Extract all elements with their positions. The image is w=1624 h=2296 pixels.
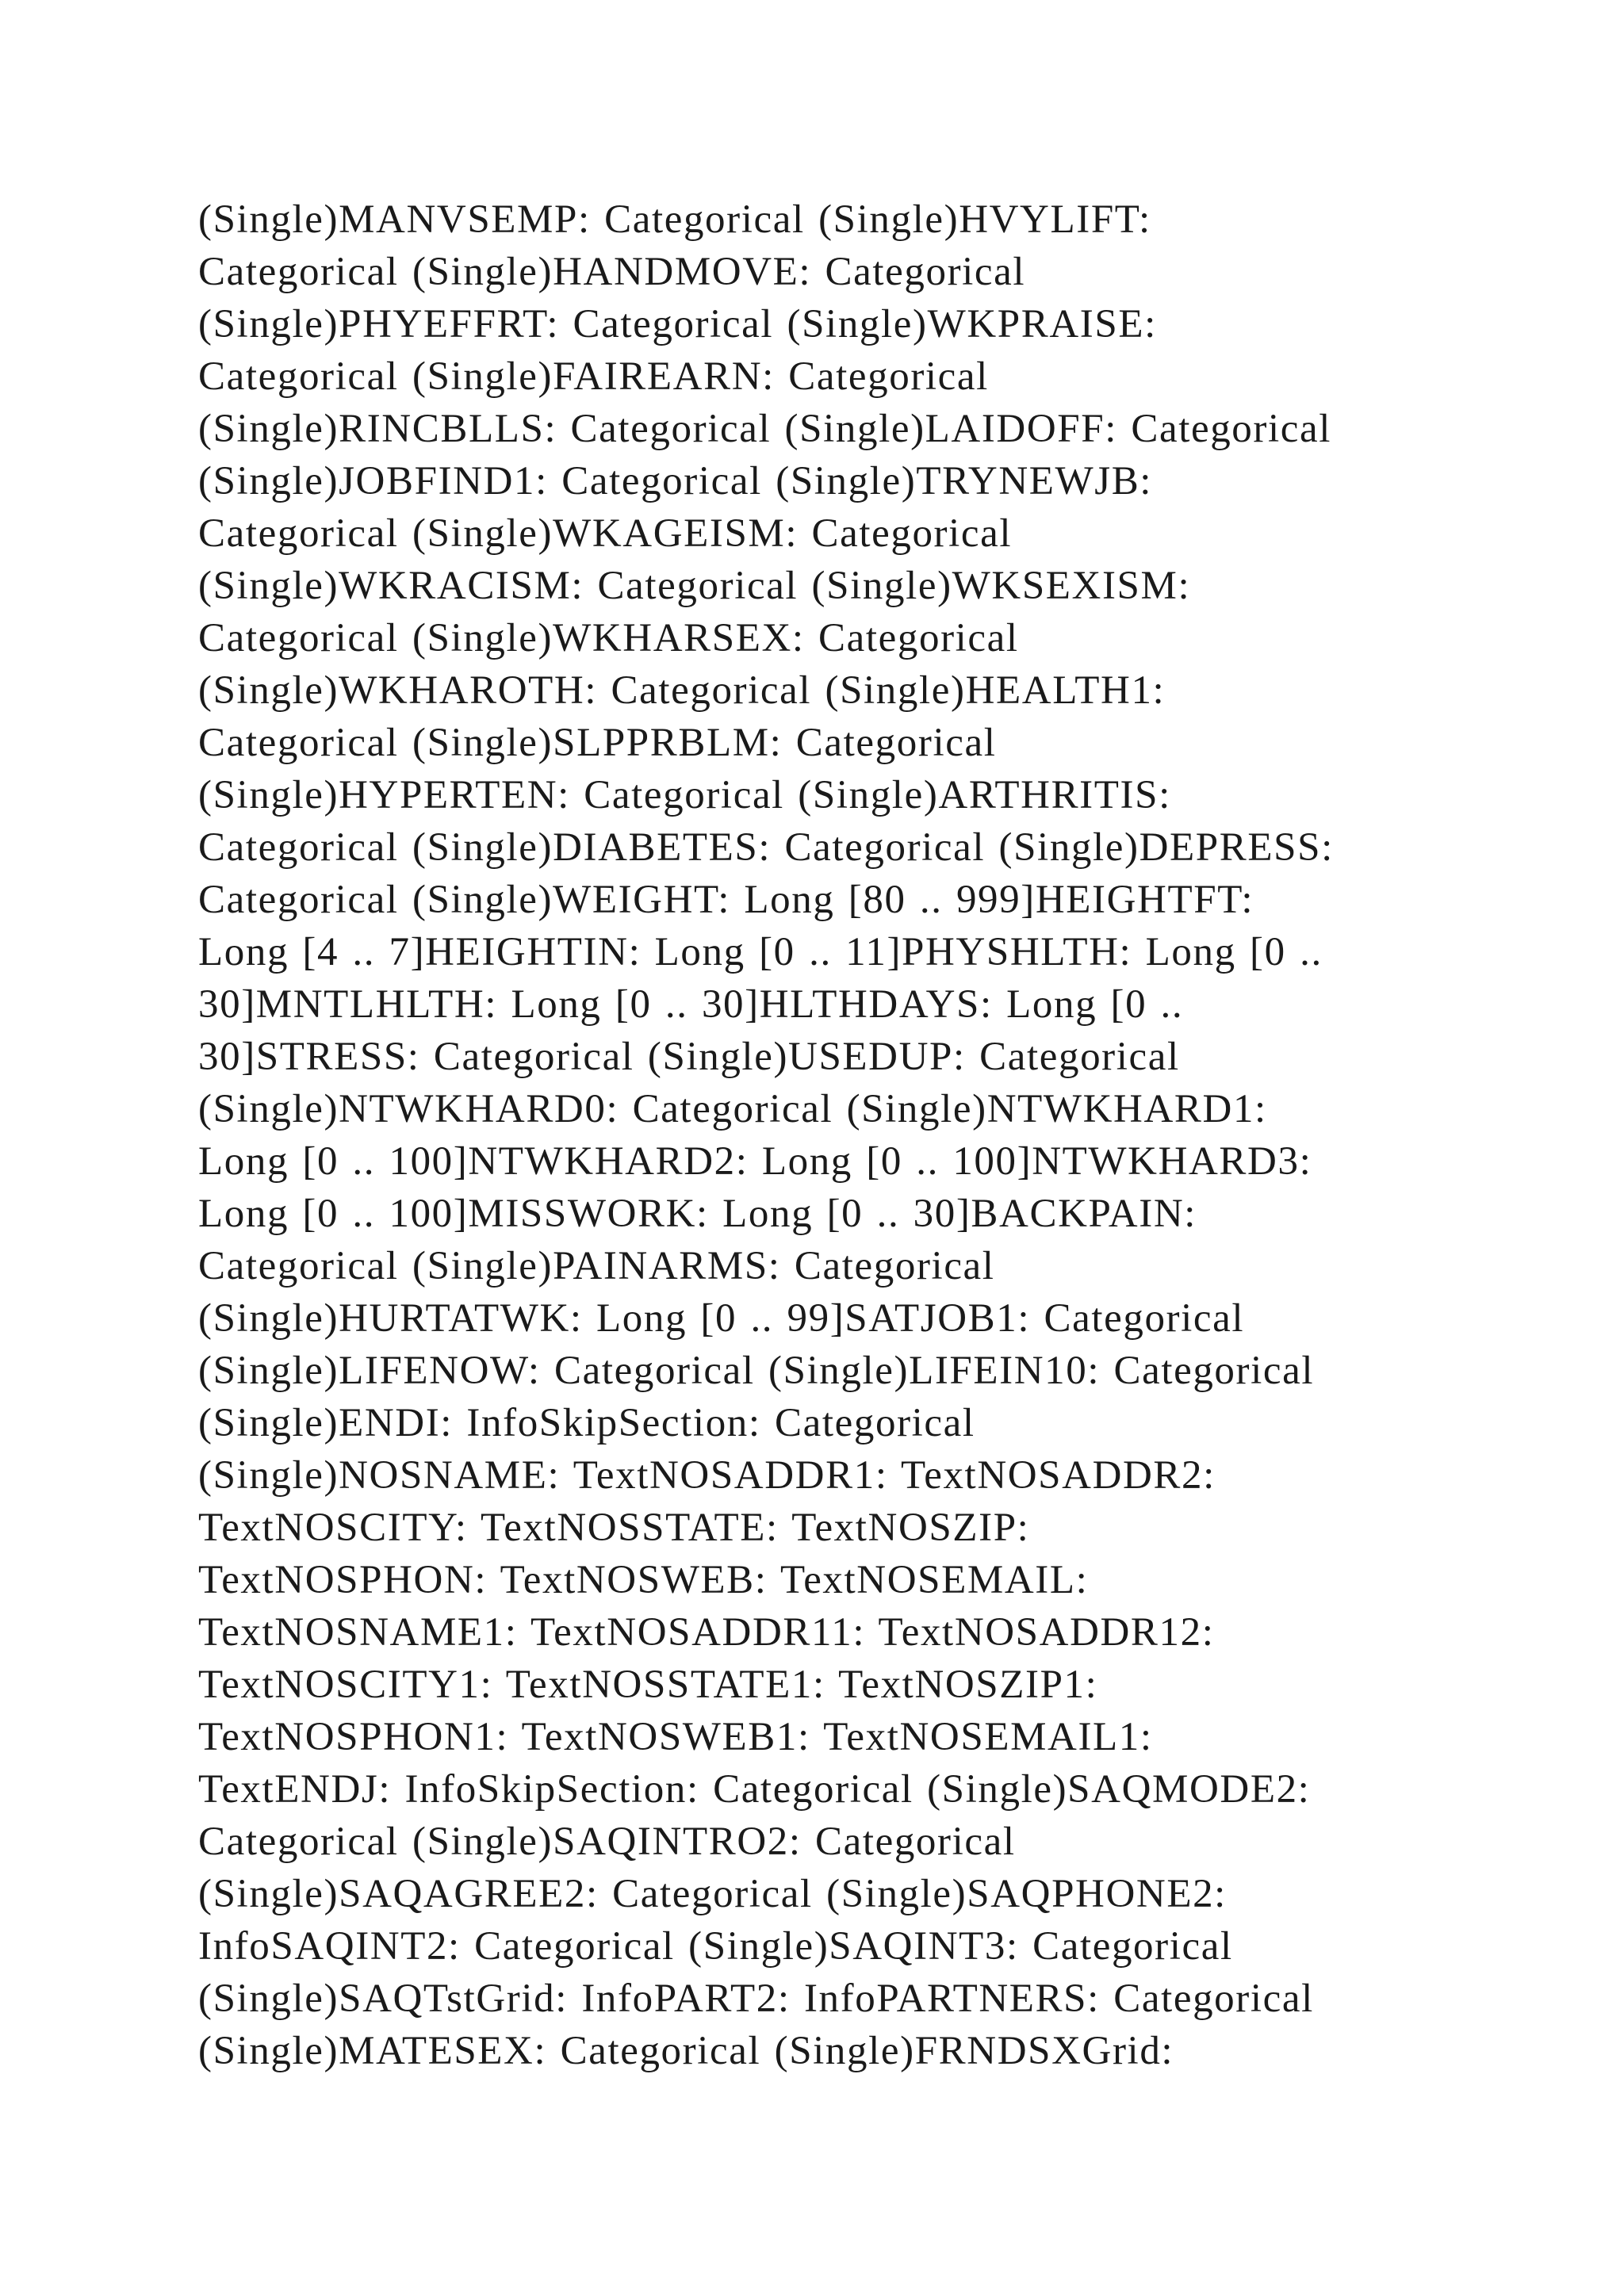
text-line: (Single)PHYEFFRT: Categorical (Single)WKPRAISE: (198, 302, 1157, 346)
text-line: Long [0 .. 100]MISSWORK: Long [0 .. 30]BACKPAIN: (198, 1192, 1197, 1236)
text-line: TextNOSPHON: TextNOSWEB: TextNOSEMAIL: (198, 1558, 1089, 1602)
text-line: TextNOSCITY1: TextNOSSTATE1: TextNOSZIP1: (198, 1663, 1098, 1707)
text-line: InfoSAQINT2: Categorical (Single)SAQINT3: Categorical (198, 1924, 1233, 1969)
text-line: Categorical (Single)WKAGEISM: Categorical (198, 511, 1013, 556)
text-line: (Single)LIFENOW: Categorical (Single)LIFEIN10: Categorical (198, 1349, 1315, 1393)
text-line: Categorical (Single)HANDMOVE: Categorical (198, 250, 1026, 294)
text-line: (Single)WKHAROTH: Categorical (Single)HEALTH1: (198, 668, 1166, 713)
text-line: Categorical (Single)DIABETES: Categorical (Single)DEPRESS: (198, 825, 1334, 870)
text-line: TextNOSPHON1: TextNOSWEB1: TextNOSEMAIL1: (198, 1715, 1153, 1759)
text-line: Categorical (Single)WKHARSEX: Categorical (198, 616, 1019, 660)
text-line: (Single)WKRACISM: Categorical (Single)WKSEXISM: (198, 564, 1191, 608)
text-line: (Single)ENDI: InfoSkipSection: Categorical (198, 1401, 975, 1445)
text-line: (Single)NOSNAME: TextNOSADDR1: TextNOSADDR2: (198, 1453, 1216, 1498)
text-line: TextENDJ: InfoSkipSection: Categorical (Single)SAQMODE2: (198, 1767, 1311, 1812)
text-line: (Single)MATESEX: Categorical (Single)FRNDSXGrid: (198, 2029, 1174, 2073)
text-line: Categorical (Single)FAIREARN: Categorical (198, 354, 989, 399)
text-line: Categorical (Single)PAINARMS: Categorical (198, 1244, 995, 1288)
text-line: (Single)NTWKHARD0: Categorical (Single)NTWKHARD1: (198, 1087, 1267, 1131)
body-text (198, 193, 1435, 2077)
text-line: Long [4 .. 7]HEIGHTIN: Long [0 .. 11]PHYSHLTH: Long [0 .. (198, 930, 1323, 974)
text-line: (Single)SAQTstGrid: InfoPART2: InfoPARTNERS: Categorical (198, 1976, 1314, 2021)
text-line: (Single)RINCBLLS: Categorical (Single)LAIDOFF: Categorical (198, 407, 1331, 451)
text-line: Categorical (Single)SAQINTRO2: Categorical (198, 1820, 1016, 1864)
text-line: Categorical (Single)SLPPRBLM: Categorical (198, 721, 997, 765)
text-line: (Single)MANVSEMP: Categorical (Single)HVYLIFT: (198, 197, 1151, 242)
text-line: (Single)HURTATWK: Long [0 .. 99]SATJOB1: Categorical (198, 1296, 1245, 1341)
text-line: 30]STRESS: Categorical (Single)USEDUP: Categorical (198, 1035, 1180, 1079)
text-line: Long [0 .. 100]NTWKHARD2: Long [0 .. 100]NTWKHARD3: (198, 1139, 1312, 1184)
text-line: (Single)HYPERTEN: Categorical (Single)ARTHRITIS: (198, 773, 1171, 817)
text-line: Categorical (Single)WEIGHT: Long [80 .. 999]HEIGHTFT: (198, 878, 1254, 922)
text-line: TextNOSNAME1: TextNOSADDR11: TextNOSADDR12: (198, 1610, 1215, 1655)
text-line: (Single)SAQAGREE2: Categorical (Single)SAQPHONE2: (198, 1872, 1227, 1916)
text-line: TextNOSCITY: TextNOSSTATE: TextNOSZIP: (198, 1506, 1030, 1550)
text-line: (Single)JOBFIND1: Categorical (Single)TRYNEWJB: (198, 459, 1153, 503)
text-line: 30]MNTLHLTH: Long [0 .. 30]HLTHDAYS: Long [0 .. (198, 982, 1184, 1027)
